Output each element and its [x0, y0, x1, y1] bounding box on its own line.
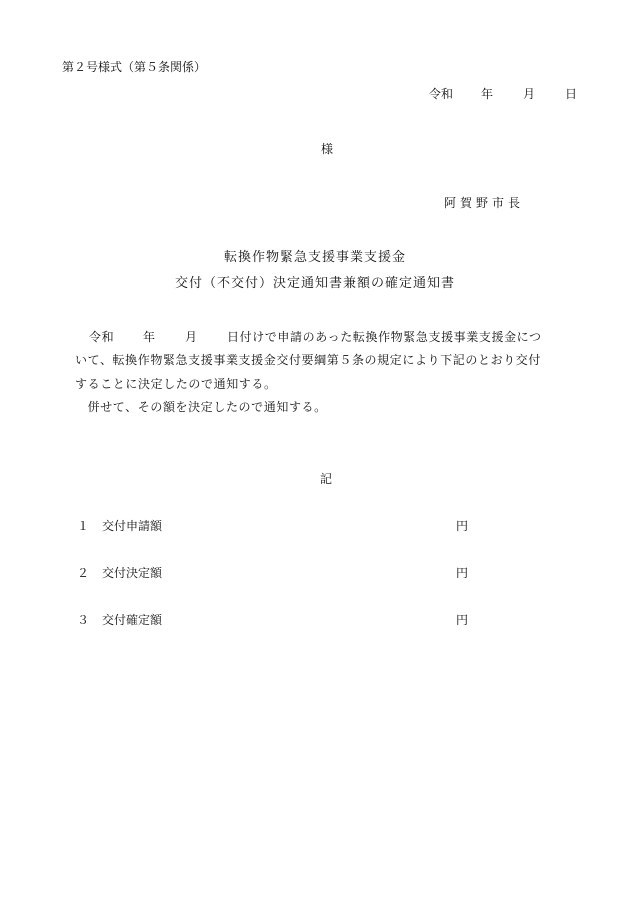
recipient-honorific: 様 [321, 142, 334, 156]
body-date-era: 令和 [89, 330, 115, 344]
body-para2: 併せて、その額を決定したので通知する。 [75, 400, 327, 414]
body-year-label: 年 [143, 330, 156, 344]
sender-title: 阿賀野市長 [444, 196, 525, 210]
body-month-label: 月 [185, 330, 198, 344]
item-unit: 円 [456, 566, 469, 580]
item-label: 交付申請額 [102, 519, 163, 533]
item-label: 交付確定額 [102, 613, 163, 627]
document-title-line1: 転換作物緊急支援事業支援金 [223, 250, 406, 265]
form-number: 第２号様式（第５条関係） [62, 60, 207, 74]
note-heading: 記 [320, 472, 333, 486]
item-number: ２ [77, 566, 90, 580]
item-label: 交付決定額 [102, 566, 163, 580]
item-number: ３ [77, 613, 90, 627]
date-year-label: 年 [481, 87, 494, 101]
item-number: １ [77, 519, 90, 533]
item-unit: 円 [456, 519, 469, 533]
date-month-label: 月 [523, 87, 536, 101]
item-unit: 円 [456, 613, 469, 627]
body-line1-rest: 日付けで申請のあった転換作物緊急支援事業支援金につ [227, 330, 542, 344]
date-day-label: 日 [565, 87, 578, 101]
date-era: 令和 [429, 87, 454, 101]
document-title-line2: 交付（不交付）決定通知書兼額の確定通知書 [174, 276, 455, 291]
body-line2: いて、転換作物緊急支援事業支援金交付要綱第５条の規定により下記のとおり交付 [75, 353, 541, 367]
body-line3: することに決定したので通知する。 [75, 377, 277, 391]
